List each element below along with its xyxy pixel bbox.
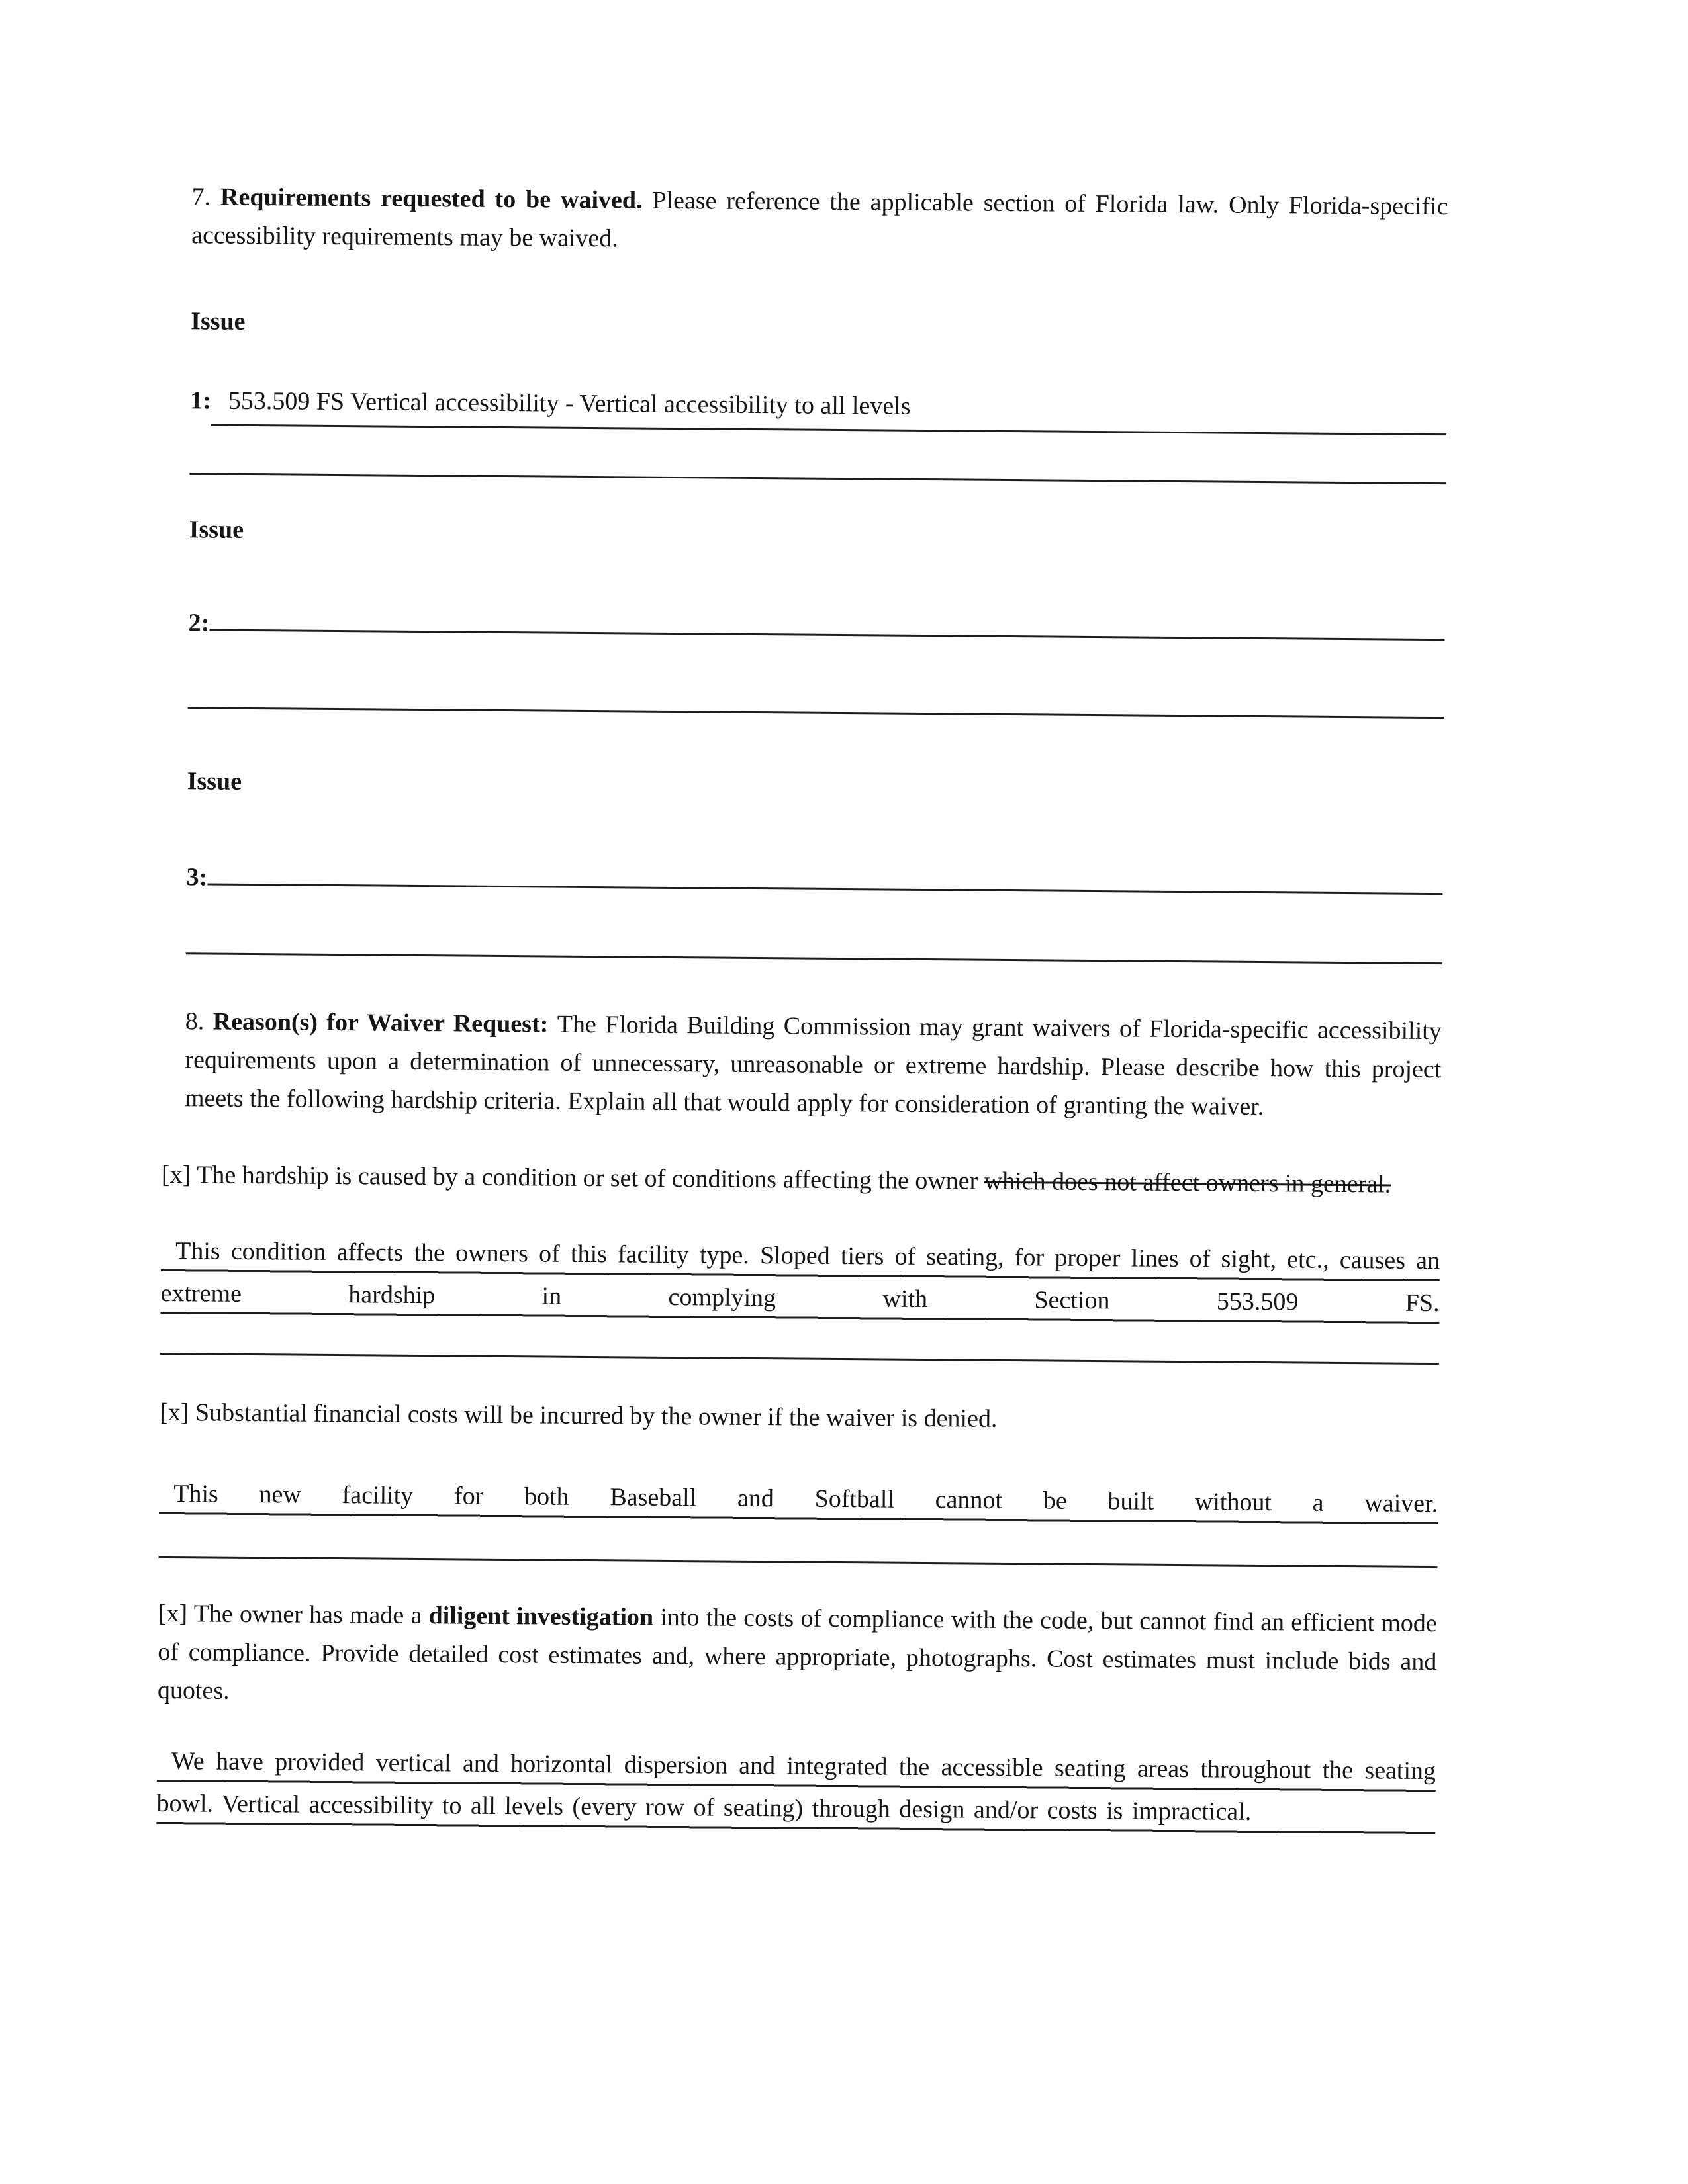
- issue-3-blank-line: [186, 952, 1442, 964]
- section7-paragraph: [191, 177, 1448, 264]
- issue-3-row: [186, 846, 1443, 906]
- issue-2-number: 2:: [188, 609, 210, 637]
- issue-1-blank-line: [189, 473, 1446, 484]
- issue-2-blank-line: [188, 707, 1444, 719]
- section7-title: Requirements requested to be waived.: [220, 183, 653, 214]
- section8-number: 8.: [185, 1007, 213, 1036]
- criterion-1-text: The hardship is caused by a condition or set of conditions affecting the owner: [196, 1161, 984, 1195]
- issue-3-number: 3:: [186, 863, 208, 891]
- criterion-1-statement: [162, 1156, 1440, 1204]
- criterion-2-checkbox: [x]: [160, 1398, 196, 1427]
- criterion-3-answer-field: We have provided vertical and horizontal dispersion and integrated the accessible seating areas throughout the seating bowl. Vertical accessibility to all levels (every row of seating) through design and/or costs is impractical.: [156, 1740, 1436, 1835]
- criterion-1-blank-line: [160, 1353, 1439, 1365]
- criterion-2-answer-field: This new facility for both Baseball and Softball cannot be built without a waiver.: [159, 1473, 1438, 1525]
- section7-number: 7.: [191, 183, 221, 211]
- criterion-2-blank-line: [158, 1556, 1437, 1568]
- criterion-3-text-after: into the costs of compliance with the code, but cannot find an efficient mode of compliance. Provide detailed cost estimates and, where appropriate, photographs. Cost estimates must include bids and quotes.: [157, 1603, 1437, 1705]
- section8-body: The Florida Building Commission may grant waivers of Florida-specific accessibility requirements upon a determination of unnecessary, unreasonable or extreme hardship. Please describe how this project meets the following hardship criteria. Explain all that would apply for consideration of granting the waiver.: [184, 1010, 1442, 1121]
- criterion-2-statement: [160, 1393, 1438, 1441]
- issue-3-label: Issue: [187, 767, 242, 796]
- criterion-3-checkbox: [x]: [158, 1599, 194, 1628]
- criterion-3-text: The owner has made a: [193, 1600, 429, 1630]
- section7-body: Please reference the applicable section of Florida law. Only Florida-specific accessibility requirements may be waived.: [191, 186, 1448, 253]
- issue-1-value-field: 553.509 FS Vertical accessibility - Vertical accessibility to all levels: [211, 382, 1447, 436]
- issue-3-value-field: [207, 846, 1443, 895]
- criterion-1-answer-field: This condition affects the owners of this facility type. Sloped tiers of seating, for proper lines of sight, etc., causes an extreme hardship in complying with Section 553.509 FS.: [160, 1230, 1440, 1324]
- criterion-1-checkbox: [x]: [161, 1160, 197, 1189]
- issue-1-number: 1:: [190, 387, 212, 415]
- criterion-1-strikethrough-text: which does not affect owners in general.: [984, 1167, 1391, 1199]
- issue-2-value-field: [209, 593, 1445, 641]
- criterion-2-text: Substantial financial costs will be incurred by the owner if the waiver is denied.: [195, 1398, 998, 1433]
- issue-2-label: Issue: [189, 516, 244, 544]
- issue-1-label: Issue: [190, 307, 246, 336]
- criterion-3-bold-text: diligent investigation: [428, 1602, 654, 1631]
- issue-1-row: [190, 381, 1446, 435]
- criterion-3-statement: [158, 1594, 1437, 1719]
- section8-title: Reason(s) for Waiver Request:: [212, 1007, 557, 1038]
- section8-paragraph: [185, 1002, 1442, 1127]
- issue-2-row: [188, 592, 1445, 652]
